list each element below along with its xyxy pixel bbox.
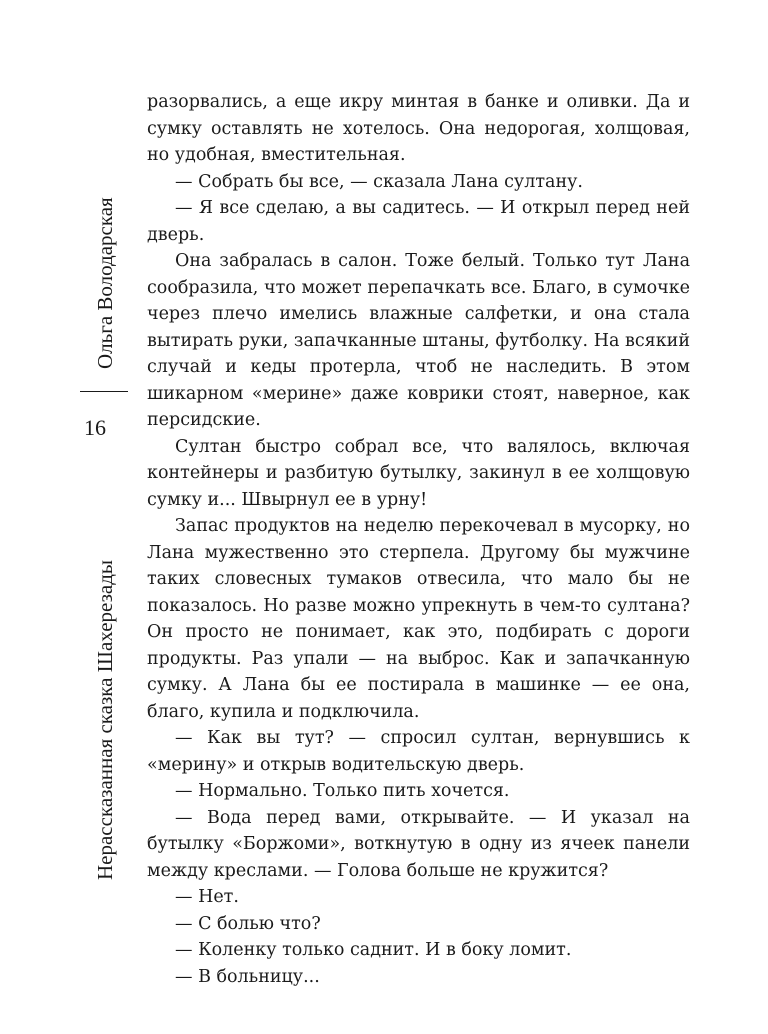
- paragraph: — Как вы тут? — спросил султан, вернувшись к «мерину» и открыв водительскую дверь.: [147, 728, 690, 775]
- paragraph: — Коленку только саднит. И в боку ломит.: [175, 940, 572, 960]
- paragraph: Султан быстро собрал все, что валялось, включая контейнеры и разбитую бутылку, закинул в ее холщовую сумку и... Швырнул ее в урну!: [147, 436, 690, 510]
- page-body-text: [147, 89, 690, 990]
- page-number: 16: [84, 415, 106, 440]
- paragraph: Запас продуктов на неделю перекочевал в мусорку, но Лана мужественно это стерпела. Другому бы мужчине таких словесных тумаков отвесила, что мало бы не показалось. Но разве можно упрекнуть в чем-то султана? Он просто не понимает, как это, подбирать с дороги продукты. Раз упали — на выброс. Как и запачканную сумку. А Лана бы ее постирала в машинке — ее она, благо, купила и подключила.: [147, 516, 690, 722]
- paragraph: — Нет.: [175, 887, 239, 907]
- running-head-book-title: Нерассказанная сказка Шахерезады: [93, 559, 117, 880]
- paragraph: — Вода перед вами, открывайте. — И указал на бутылку «Боржоми», воткнутую в одну из ячеек панели между креслами. — Голова больше не кружится?: [147, 807, 690, 881]
- paragraph: — Нормально. Только пить хочется.: [175, 781, 510, 801]
- running-head-author: Ольга Володарская: [93, 197, 117, 369]
- paragraph: — Я все сделаю, а вы садитесь. — И открыл перед ней дверь.: [147, 198, 690, 245]
- running-head-divider: [80, 391, 128, 392]
- paragraph: — С болью что?: [175, 913, 321, 934]
- paragraph: Она забралась в салон. Тоже белый. Только тут Лана сообразила, что может перепачкать все. Благо, в сумочке через плечо имелись влажные салфетки, и она стала вытирать руки, запачканные штаны, футболку. На всякий случай и кеды протерла, чтоб не наследить. В этом шикарном «мерине» даже коврики стоят, наверное, как персидские.: [147, 251, 690, 430]
- page-margin-sidebar: [0, 0, 140, 1034]
- paragraph: разорвались, а еще икру минтая в банке и оливки. Да и сумку оставлять не хотелось. Она недорогая, холщовая, но удобная, вместительная.: [147, 92, 690, 165]
- paragraph: — Собрать бы все, — сказала Лана султану.: [175, 171, 583, 192]
- paragraph: — В больницу...: [175, 966, 320, 987]
